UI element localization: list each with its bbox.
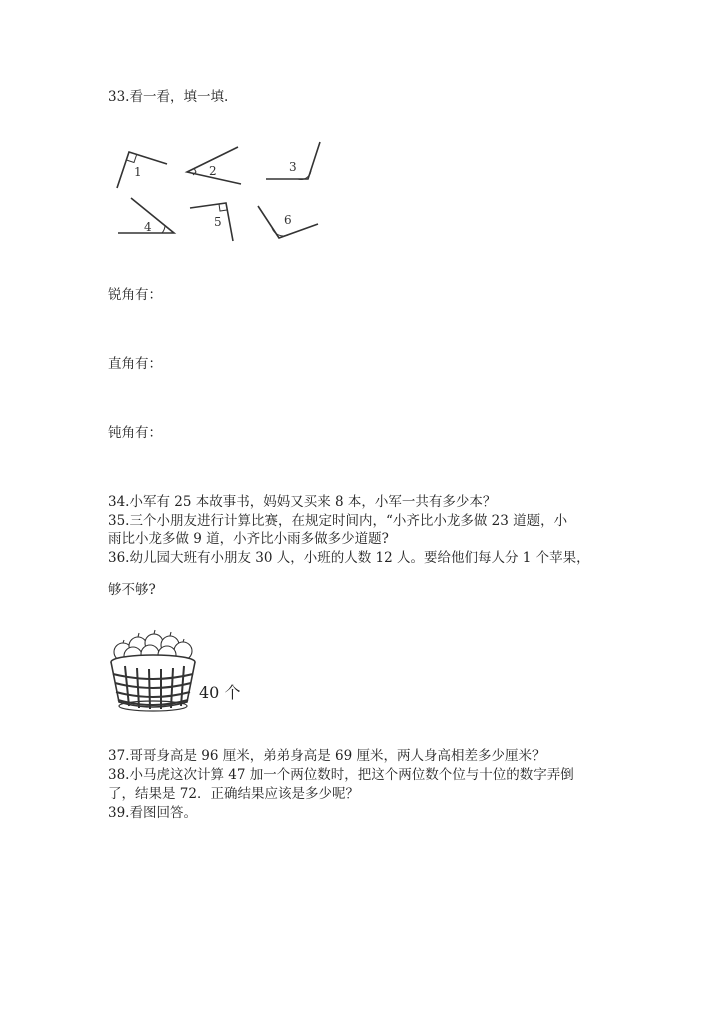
q35-line1: 35.三个小朋友进行计算比赛，在规定时间内，“小齐比小龙多做 23 道题，小	[108, 513, 568, 529]
angle-5	[190, 203, 233, 241]
angles-figure	[108, 138, 338, 248]
angle-2	[187, 147, 241, 184]
angle-5-label: 5	[214, 215, 222, 229]
q36-line2: 够不够?	[108, 582, 156, 598]
angle-6-label: 6	[284, 213, 292, 227]
q38-line1: 38.小马虎这次计算 47 加一个两位数时，把这个两位数个位与十位的数字弄倒	[108, 767, 574, 783]
q36-line1: 36.幼儿园大班有小朋友 30 人，小班的人数 12 人。要给他们每人分 1 个苹果，	[108, 550, 590, 566]
obtuse-answer-label: 钝角有：	[108, 425, 162, 441]
q38-line2: 了，结果是 72．正确结果应该是多少呢？	[108, 786, 359, 802]
q33-title: 33.看一看，填一填.	[108, 89, 229, 105]
q39-text: 39.看图回答。	[108, 805, 197, 821]
right-answer-label: 直角有：	[108, 356, 162, 372]
angle-4	[118, 198, 174, 234]
angle-1	[117, 152, 167, 188]
basket-count-label: 40 个	[199, 683, 241, 702]
q35-line2: 雨比小龙多做 9 道，小齐比小雨多做多少道题?	[108, 531, 389, 547]
angle-4-label: 4	[144, 220, 152, 234]
angle-6	[258, 206, 318, 238]
angle-1-label: 1	[134, 165, 142, 179]
angle-3-label: 3	[289, 160, 297, 174]
angle-2-label: 2	[209, 164, 217, 178]
angle-3	[266, 142, 320, 179]
q34-text: 34.小军有 25 本故事书，妈妈又买来 8 本，小军一共有多少本？	[108, 494, 497, 510]
q37-text: 37.哥哥身高是 96 厘米，弟弟身高是 69 厘米，两人身高相差多少厘米？	[108, 748, 546, 764]
acute-answer-label: 锐角有：	[108, 287, 162, 303]
